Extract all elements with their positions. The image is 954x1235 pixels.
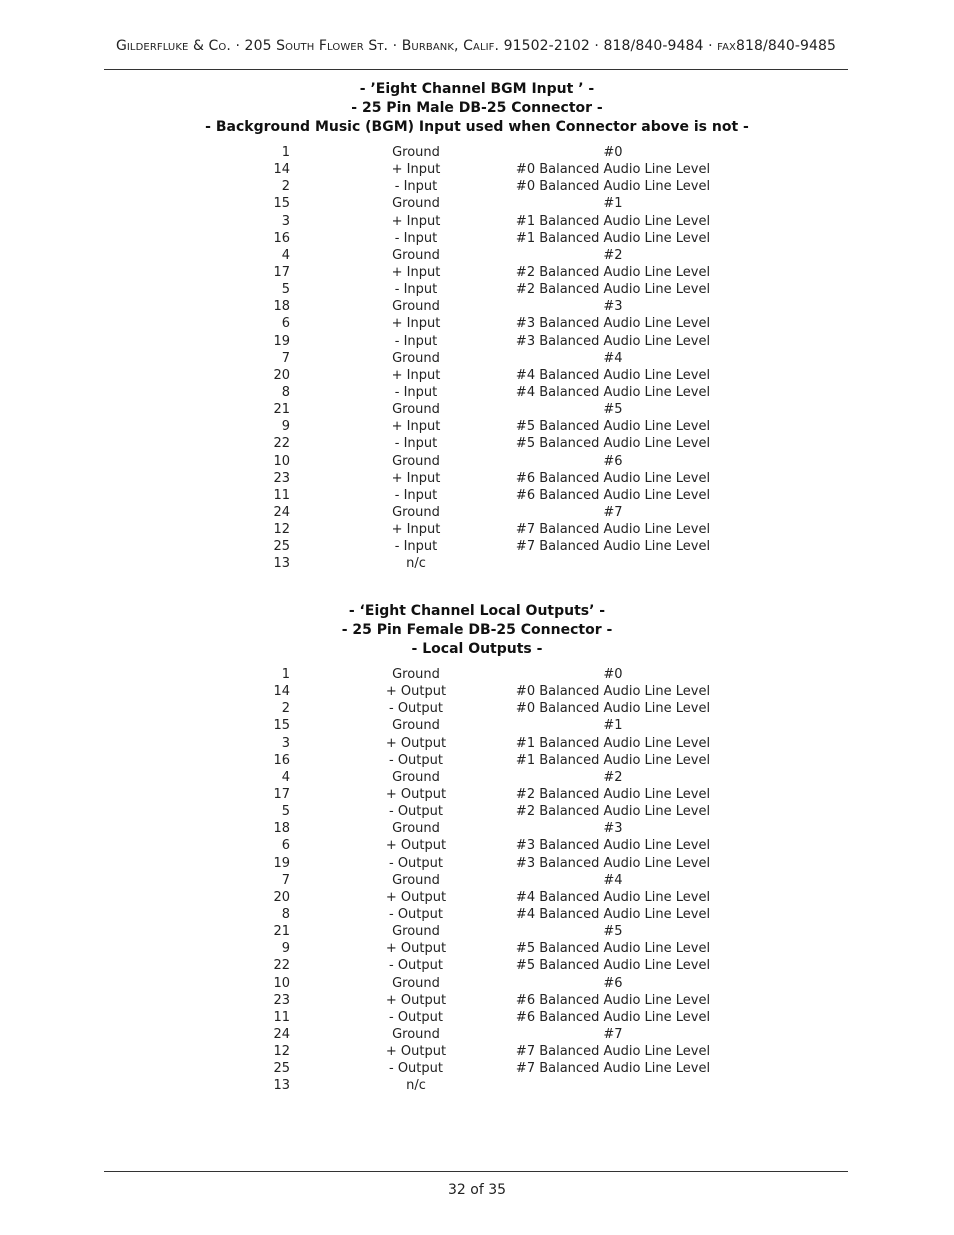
table-row [0,487,954,504]
signal-name: + Input [391,264,441,280]
signal-description: #7 [603,504,623,520]
signal-name: - Input [394,333,438,349]
table-row [0,470,954,487]
signal-description: #4 Balanced Audio Line Level [515,889,711,905]
signal-name: + Output [385,786,447,802]
pin-number: 3 [281,735,290,751]
signal-description: #0 Balanced Audio Line Level [515,162,711,178]
table-row [0,752,954,769]
table-row [0,820,954,837]
pin-number: 5 [281,804,290,820]
pin-number: 3 [281,213,290,229]
pin-number: 13 [273,556,290,572]
signal-name: - Input [394,487,438,503]
signal-description: #4 Balanced Audio Line Level [515,384,711,400]
pin-number: 6 [281,316,290,332]
bgm-input-section [0,80,954,573]
signal-name: n/c [406,1078,426,1094]
pin-number: 14 [273,684,290,700]
signal-name: Ground [392,872,440,888]
signal-name: - Output [389,804,443,820]
table-row [0,281,954,298]
table-row [0,769,954,786]
table-row [0,855,954,872]
signal-description: #2 [603,769,623,785]
page-header: Gilderfluke & Co. · 205 South Flower St. · Burbank, Calif. 91502-2102 · 818/840-9484 · fax818/840-9485 [115,38,837,54]
signal-description: #4 Balanced Audio Line Level [515,367,711,383]
pin-number: 25 [273,1061,290,1077]
signal-description: #0 Balanced Audio Line Level [515,179,711,195]
page-number: 32 of 35 [447,1182,507,1198]
signal-name: n/c [406,556,426,572]
signal-description: #6 [603,453,623,469]
signal-name: Ground [392,769,440,785]
pin-number: 13 [273,1078,290,1094]
pin-number: 6 [281,838,290,854]
pin-number: 2 [281,701,290,717]
signal-description: #4 [603,872,623,888]
pin-number: 15 [273,718,290,734]
table-row [0,315,954,332]
signal-name: + Input [391,470,441,486]
signal-description: #1 [603,718,623,734]
signal-description: #5 [603,402,623,418]
table-row [0,333,954,350]
table-row [0,1009,954,1026]
local-outputs-section [0,602,954,1095]
pin-number: 12 [273,1044,290,1060]
signal-name: Ground [392,924,440,940]
section-title: - ’Eight Channel BGM Input ’ - [359,81,595,97]
table-row [0,213,954,230]
table-row [0,435,954,452]
pin-number: 1 [281,145,290,160]
table-row [0,1060,954,1077]
table-row [0,683,954,700]
signal-name: - Input [394,282,438,298]
signal-description: #4 Balanced Audio Line Level [515,906,711,922]
table-row [0,178,954,195]
signal-name: + Output [385,941,447,957]
signal-name: - Output [389,958,443,974]
signal-name: + Input [391,522,441,538]
table-row [0,700,954,717]
table-row [0,195,954,212]
pin-number: 4 [281,769,290,785]
signal-name: + Output [385,992,447,1008]
signal-description: #3 Balanced Audio Line Level [515,855,711,871]
table-row [0,247,954,264]
pinout-table [0,666,954,1095]
signal-description: #0 [603,145,623,160]
pin-number: 17 [273,264,290,280]
pin-number: 17 [273,786,290,802]
pin-number: 22 [273,958,290,974]
pin-number: 21 [273,402,290,418]
pin-number: 9 [281,419,290,435]
table-row [0,504,954,521]
table-row [0,298,954,315]
signal-description: #3 Balanced Audio Line Level [515,333,711,349]
signal-name: Ground [392,667,440,682]
signal-description: #2 Balanced Audio Line Level [515,786,711,802]
signal-description: #6 Balanced Audio Line Level [515,1009,711,1025]
pin-number: 20 [273,367,290,383]
pin-number: 11 [273,1009,290,1025]
table-row [0,666,954,683]
pin-number: 21 [273,924,290,940]
pin-number: 7 [281,872,290,888]
section-subtitle: - 25 Pin Female DB-25 Connector - [341,622,613,638]
signal-description: #0 Balanced Audio Line Level [515,684,711,700]
signal-description: #7 Balanced Audio Line Level [515,522,711,538]
signal-description: #6 Balanced Audio Line Level [515,992,711,1008]
section-subtitle: - 25 Pin Male DB-25 Connector - [351,100,603,116]
table-row [0,401,954,418]
signal-name: + Input [391,316,441,332]
table-row [0,1043,954,1060]
signal-name: + Output [385,889,447,905]
pin-number: 19 [273,333,290,349]
signal-name: + Output [385,735,447,751]
table-row [0,230,954,247]
signal-name: Ground [392,453,440,469]
signal-name: - Output [389,701,443,717]
pin-number: 16 [273,752,290,768]
signal-name: - Output [389,906,443,922]
signal-description: #3 Balanced Audio Line Level [515,838,711,854]
table-row [0,538,954,555]
pin-number: 23 [273,992,290,1008]
header-divider [104,69,848,70]
table-row [0,1077,954,1094]
table-row [0,889,954,906]
signal-name: - Output [389,855,443,871]
pin-number: 24 [273,504,290,520]
signal-description: #1 Balanced Audio Line Level [515,735,711,751]
signal-description: #6 Balanced Audio Line Level [515,470,711,486]
table-row [0,1026,954,1043]
pin-number: 8 [281,384,290,400]
signal-description: #0 [603,667,623,682]
signal-name: - Input [394,436,438,452]
table-row [0,735,954,752]
signal-name: - Output [389,1061,443,1077]
table-row [0,367,954,384]
signal-name: Ground [392,1026,440,1042]
signal-description: #3 [603,299,623,315]
pin-number: 23 [273,470,290,486]
signal-name: + Output [385,1044,447,1060]
pin-number: 15 [273,196,290,212]
signal-description: #7 Balanced Audio Line Level [515,1061,711,1077]
signal-name: + Output [385,838,447,854]
section-titles [0,602,954,659]
signal-name: + Output [385,684,447,700]
pin-number: 18 [273,299,290,315]
signal-description: #1 Balanced Audio Line Level [515,752,711,768]
signal-description: #5 [603,924,623,940]
table-row [0,906,954,923]
signal-description: #1 Balanced Audio Line Level [515,213,711,229]
signal-description: #7 [603,1026,623,1042]
table-row [0,837,954,854]
table-row [0,521,954,538]
signal-name: Ground [392,196,440,212]
signal-description: #4 [603,350,623,366]
table-row [0,717,954,734]
pin-number: 4 [281,247,290,263]
signal-name: Ground [392,145,440,160]
table-row [0,992,954,1009]
pin-number: 24 [273,1026,290,1042]
pinout-table [0,144,954,573]
signal-description: #3 Balanced Audio Line Level [515,316,711,332]
table-row [0,803,954,820]
pin-number: 1 [281,667,290,682]
signal-description: #7 Balanced Audio Line Level [515,539,711,555]
pin-number: 20 [273,889,290,905]
pin-number: 14 [273,162,290,178]
signal-description: #6 Balanced Audio Line Level [515,487,711,503]
footer-divider [104,1171,848,1172]
signal-description: #0 Balanced Audio Line Level [515,701,711,717]
pin-number: 16 [273,230,290,246]
signal-name: - Input [394,179,438,195]
signal-name: + Input [391,162,441,178]
signal-description: #5 Balanced Audio Line Level [515,436,711,452]
signal-description: #1 Balanced Audio Line Level [515,230,711,246]
signal-name: Ground [392,402,440,418]
signal-name: - Output [389,752,443,768]
pin-number: 19 [273,855,290,871]
pin-number: 10 [273,453,290,469]
table-row [0,384,954,401]
section-subtitle: - Local Outputs - [411,641,543,657]
signal-name: Ground [392,718,440,734]
pin-number: 18 [273,821,290,837]
table-row [0,144,954,161]
signal-description: #6 [603,975,623,991]
pin-number: 7 [281,350,290,366]
table-row [0,872,954,889]
section-title: - ‘Eight Channel Local Outputs’ - [348,603,606,619]
table-row [0,957,954,974]
signal-name: - Input [394,230,438,246]
table-row [0,161,954,178]
table-row [0,923,954,940]
signal-name: - Input [394,384,438,400]
section-titles [0,80,954,137]
pin-number: 10 [273,975,290,991]
signal-description: #2 Balanced Audio Line Level [515,264,711,280]
table-row [0,940,954,957]
signal-name: Ground [392,821,440,837]
signal-description: #7 Balanced Audio Line Level [515,1044,711,1060]
section-subtitle: - Background Music (BGM) Input used when Connector above is not - [205,119,749,135]
signal-name: Ground [392,350,440,366]
table-row [0,264,954,281]
pin-number: 22 [273,436,290,452]
table-row [0,418,954,435]
signal-name: + Input [391,213,441,229]
signal-description: #5 Balanced Audio Line Level [515,941,711,957]
table-row [0,975,954,992]
signal-description: #1 [603,196,623,212]
pin-number: 8 [281,906,290,922]
table-row [0,786,954,803]
signal-name: - Input [394,539,438,555]
table-row [0,555,954,572]
signal-name: Ground [392,504,440,520]
pin-number: 11 [273,487,290,503]
signal-name: Ground [392,247,440,263]
table-row [0,350,954,367]
signal-name: - Output [389,1009,443,1025]
table-row [0,453,954,470]
signal-name: + Input [391,367,441,383]
signal-description: #2 Balanced Audio Line Level [515,282,711,298]
signal-description: #2 Balanced Audio Line Level [515,804,711,820]
pin-number: 12 [273,522,290,538]
signal-name: + Input [391,419,441,435]
pin-number: 2 [281,179,290,195]
pin-number: 5 [281,282,290,298]
signal-description: #5 Balanced Audio Line Level [515,419,711,435]
signal-description: #3 [603,821,623,837]
signal-description: #2 [603,247,623,263]
signal-name: Ground [392,975,440,991]
pin-number: 9 [281,941,290,957]
pin-number: 25 [273,539,290,555]
signal-name: Ground [392,299,440,315]
signal-description: #5 Balanced Audio Line Level [515,958,711,974]
